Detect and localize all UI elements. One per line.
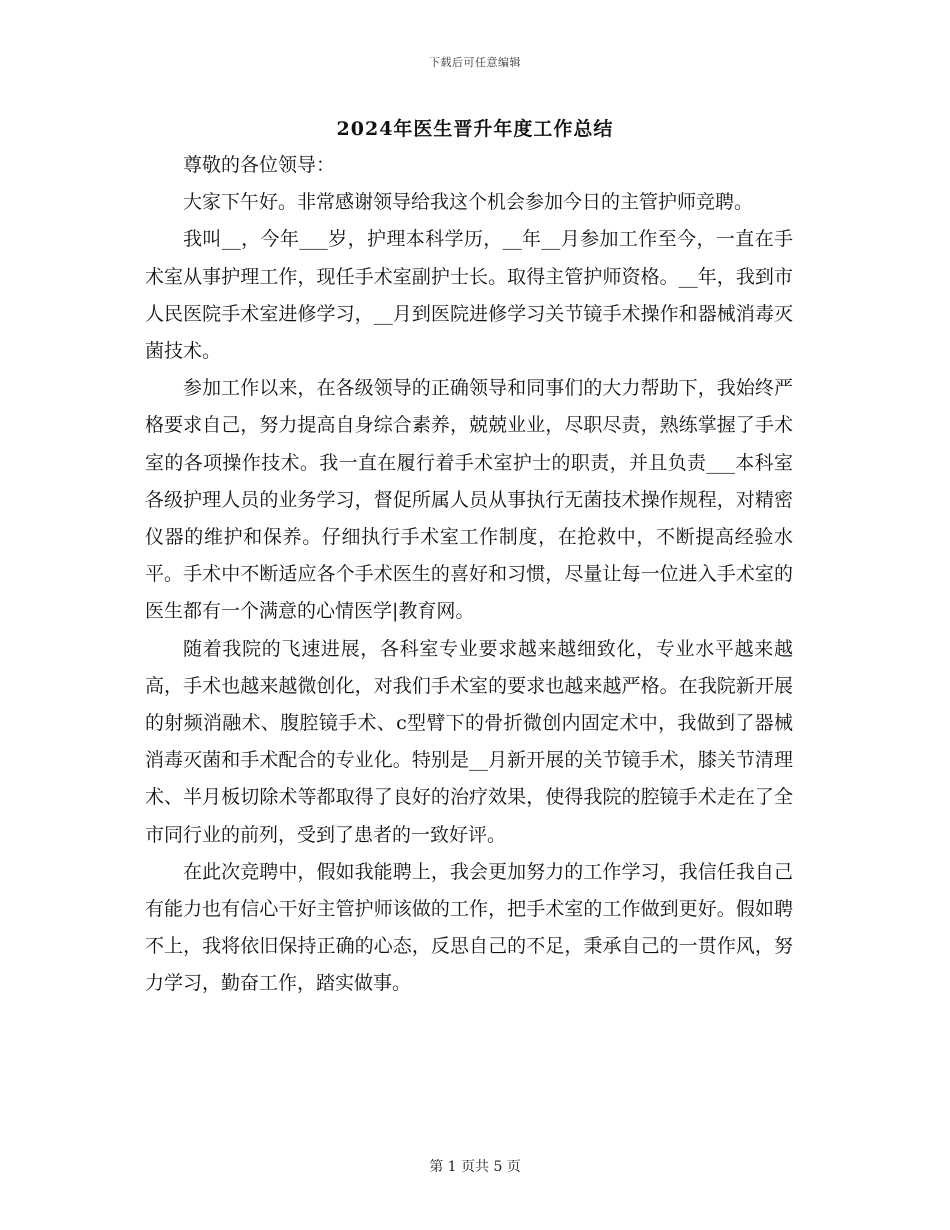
- salutation: 尊敬的各位领导：: [183, 154, 336, 176]
- document-body: [145, 147, 793, 1003]
- page-number-footer: 第 1 页共 5 页: [429, 1159, 521, 1175]
- paragraph-greeting: 大家下午好。非常感谢领导给我这个机会参加今日的主管护师竞聘。: [183, 191, 754, 214]
- paragraph-hospital-development: 随着我院的飞速进展，各科室专业要求越来越细致化，专业水平越来越高，手术也越来越微创化，对我们手术室的要求也越来越严格。在我院新开展的射频消融术、腹腔镜手术、c型臂下的骨折微创内固定术中，我做到了器械消毒灭菌和手术配合的专业化。特别是__月新开展的关节镜手术，膝关节清理术、半月板切除术等都取得了良好的治疗效果，使得我院的腔镜手术走在了全市同行业的前列，受到了患者的一致好评。: [145, 637, 793, 846]
- paragraph-work-experience: 参加工作以来，在各级领导的正确领导和同事们的大力帮助下，我始终严格要求自己，努力提高自身综合素养，兢兢业业，尽职尽责，熟练掌握了手术室的各项操作技术。我一直在履行着手术室护士的职责，并且负责___本科室各级护理人员的业务学习，督促所属人员从事执行无菌技术操作规程，对精密仪器的维护和保养。仔细执行手术室工作制度，在抢救中，不断提高经验水平。手术中不断适应各个手术医生的喜好和习惯，尽量让每一位进入手术室的医生都有一个满意的心情医学|教育网。: [145, 377, 793, 623]
- page-header-note: 下载后可任意编辑: [429, 56, 521, 69]
- paragraph-conclusion: 在此次竞聘中，假如我能聘上，我会更加努力的工作学习，我信任我自己有能力也有信心干好主管护师该做的工作，把手术室的工作做到更好。假如聘不上，我将依旧保持正确的心态，反思自己的不足，秉承自己的一贯作风，努力学习，勤奋工作，踏实做事。: [145, 860, 793, 995]
- paragraph-introduction: 我叫__，今年___岁，护理本科学历，__年__月参加工作至今，一直在手术室从事护理工作，现任手术室副护士长。取得主管护师资格。__年，我到市人民医院手术室进修学习，__月到医院进修学习关节镜手术操作和器械消毒灭菌技术。: [145, 228, 793, 363]
- document-title: 2024年医生晋升年度工作总结: [336, 118, 614, 140]
